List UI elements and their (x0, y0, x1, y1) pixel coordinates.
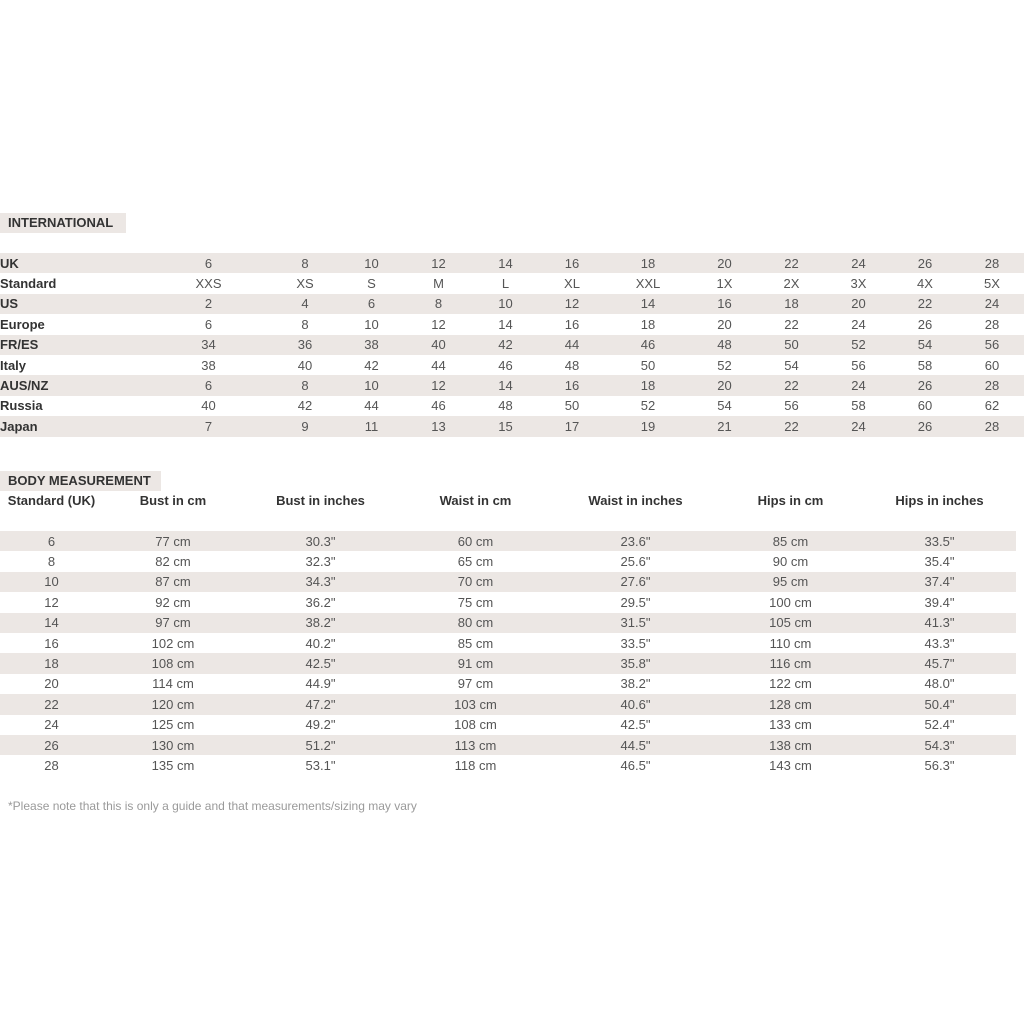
row-label: UK (0, 253, 145, 273)
table-cell: 85 cm (457, 635, 494, 651)
table-cell: 108 cm (103, 653, 243, 673)
table-cell: 6 (145, 253, 272, 273)
table-cell: 108 cm (454, 717, 497, 733)
table-row (0, 572, 1016, 592)
table-cell: 40.6" (553, 694, 718, 714)
table-cell: 52 (640, 398, 656, 414)
table-cell: L (501, 276, 510, 292)
table-cell: 90 cm (772, 554, 809, 570)
table-cell: 2 (145, 294, 272, 314)
table-row (0, 592, 1016, 612)
table-cell: 16 (539, 253, 605, 273)
table-cell: S (367, 276, 376, 292)
table-cell: 43.3" (924, 635, 955, 651)
table-cell: 54 (717, 398, 732, 414)
table-cell: 62 (984, 398, 1000, 414)
table-cell: 45.7" (863, 653, 1016, 673)
table-cell: 8 (405, 294, 472, 314)
table-cell: 42 (364, 357, 379, 373)
table-cell: 29.5" (620, 594, 651, 610)
header-hips-inches: Hips in inches (895, 493, 984, 508)
table-cell: 20 (44, 676, 59, 692)
header-waist-inches: Waist in inches (588, 493, 683, 508)
table-cell: 42 (472, 335, 539, 355)
body-measurement-table (0, 491, 1016, 776)
table-cell: 97 cm (457, 676, 494, 692)
table-cell: 20 (717, 316, 732, 332)
table-cell: 56 (958, 335, 1024, 355)
row-label: US (0, 294, 145, 314)
table-cell: 33.5" (863, 531, 1016, 551)
table-cell: 77 cm (103, 531, 243, 551)
table-cell: 8 (47, 554, 56, 570)
table-cell: 24 (44, 717, 59, 733)
table-cell: 20 (691, 253, 758, 273)
table-cell: 36 (272, 335, 338, 355)
table-cell: 92 cm (155, 594, 191, 610)
table-cell: 138 cm (718, 735, 863, 755)
table-row (0, 294, 1024, 314)
table-cell: 100 cm (769, 594, 812, 610)
table-cell: 3X (850, 276, 867, 292)
table-cell: 122 cm (769, 676, 812, 692)
table-cell: 50 (564, 398, 580, 414)
table-cell: 35.4" (924, 554, 955, 570)
table-cell: 26 (0, 735, 103, 755)
table-row (0, 715, 1016, 735)
table-cell: 125 cm (151, 717, 195, 733)
table-cell: 12 (405, 253, 472, 273)
table-cell: 20 (825, 294, 892, 314)
table-cell: 102 cm (151, 635, 195, 651)
table-cell: 10 (338, 375, 405, 395)
table-cell: 33.5" (620, 635, 651, 651)
table-cell: 4X (917, 276, 933, 292)
header-bust-cm: Bust in cm (139, 493, 207, 508)
table-cell: 41.3" (863, 613, 1016, 633)
table-cell: 30.3" (243, 531, 398, 551)
table-cell: 40.2" (305, 635, 336, 651)
table-cell: 42 (297, 398, 313, 414)
table-cell: 9 (272, 416, 338, 436)
table-cell: 128 cm (718, 694, 863, 714)
table-cell: 103 cm (398, 694, 553, 714)
table-cell: 24 (851, 316, 866, 332)
table-cell: 60 (984, 357, 1000, 373)
table-cell: 80 cm (398, 613, 553, 633)
table-cell: 18 (0, 653, 103, 673)
table-cell: 8 (301, 316, 309, 332)
table-cell: 27.6" (553, 572, 718, 592)
table-cell: XS (296, 276, 314, 292)
table-cell: 113 cm (398, 735, 553, 755)
table-cell: XXL (635, 276, 661, 292)
table-cell: 49.2" (305, 717, 336, 733)
table-cell: 32.3" (305, 554, 336, 570)
table-cell: 10 (472, 294, 539, 314)
row-label: Russia (0, 398, 43, 414)
table-cell: 12 (539, 294, 605, 314)
table-cell: 13 (405, 416, 472, 436)
table-cell: 120 cm (103, 694, 243, 714)
table-cell: 8 (272, 375, 338, 395)
table-row (0, 375, 1024, 395)
table-cell: 22 (892, 294, 958, 314)
table-cell: 14 (472, 253, 539, 273)
table-cell: 114 cm (152, 676, 194, 692)
table-cell: 53.1" (305, 757, 336, 773)
table-cell: 14 (0, 613, 103, 633)
table-cell: 24 (825, 375, 892, 395)
table-cell: 42.5" (243, 653, 398, 673)
table-row (0, 653, 1016, 673)
body-measurement-section-title: BODY MEASUREMENT (0, 471, 161, 491)
table-cell: 60 cm (398, 531, 553, 551)
table-row (0, 314, 1024, 334)
table-row (0, 613, 1016, 633)
table-cell: M (433, 276, 444, 292)
table-cell: 18 (758, 294, 825, 314)
table-cell: 4 (272, 294, 338, 314)
table-cell: 48 (691, 335, 758, 355)
table-cell: 26 (892, 375, 958, 395)
table-cell: 46 (605, 335, 691, 355)
table-cell: 58 (917, 357, 933, 373)
table-cell: 28 (984, 316, 1000, 332)
table-cell: 52.4" (924, 717, 955, 733)
table-cell: XXS (195, 276, 222, 292)
table-row (0, 633, 1016, 653)
table-cell: 46.5" (620, 757, 651, 773)
table-cell: 58 (851, 398, 866, 414)
table-cell: 18 (640, 316, 656, 332)
table-cell: 110 cm (769, 635, 812, 651)
table-cell: 22 (758, 416, 825, 436)
table-cell: 12 (44, 594, 59, 610)
table-row (0, 355, 1024, 375)
table-row (0, 335, 1024, 355)
table-cell: 135 cm (151, 757, 195, 773)
table-cell: 7 (145, 416, 272, 436)
table-cell: 24 (825, 416, 892, 436)
table-cell: 19 (605, 416, 691, 436)
international-section-title: INTERNATIONAL (0, 213, 126, 233)
table-cell: 14 (472, 375, 539, 395)
row-label: Europe (0, 316, 45, 332)
table-cell: 42.5" (620, 717, 651, 733)
table-cell: 14 (498, 316, 513, 332)
table-cell: 56.3" (924, 757, 955, 773)
table-cell: 50 (758, 335, 825, 355)
table-cell: 38 (201, 357, 216, 373)
table-cell: 116 cm (718, 653, 863, 673)
body-measurement-table-body (0, 531, 1016, 776)
table-cell: 21 (691, 416, 758, 436)
table-cell: 35.8" (553, 653, 718, 673)
table-cell: 37.4" (863, 572, 1016, 592)
table-cell: 44 (431, 357, 446, 373)
row-label: Standard (0, 276, 57, 292)
table-cell: 34.3" (243, 572, 398, 592)
table-cell: 46 (498, 357, 513, 373)
table-cell: 51.2" (243, 735, 398, 755)
table-cell: 36.2" (305, 594, 336, 610)
table-cell: 44 (364, 398, 379, 414)
table-cell: 1X (716, 276, 733, 292)
table-cell: 28 (958, 375, 1024, 395)
table-cell: 16 (691, 294, 758, 314)
table-cell: 5X (984, 276, 1000, 292)
table-row (0, 755, 1016, 775)
table-cell: 50.4" (863, 694, 1016, 714)
row-label: AUS/NZ (0, 375, 145, 395)
table-cell: 22 (0, 694, 103, 714)
table-cell: 26 (892, 253, 958, 273)
table-cell: 44.5" (553, 735, 718, 755)
table-row (0, 531, 1016, 551)
table-cell: 87 cm (103, 572, 243, 592)
table-cell: 85 cm (718, 531, 863, 551)
table-cell: 23.6" (553, 531, 718, 551)
table-cell: 16 (44, 635, 59, 651)
table-cell: 10 (364, 316, 379, 332)
table-cell: 118 cm (454, 757, 497, 773)
table-cell: 18 (605, 253, 691, 273)
row-label: FR/ES (0, 335, 145, 355)
table-cell: 143 cm (769, 757, 812, 773)
table-cell: 11 (338, 416, 405, 436)
table-cell: 95 cm (718, 572, 863, 592)
table-row (0, 416, 1024, 436)
table-cell: 60 (917, 398, 933, 414)
table-cell: 48 (564, 357, 580, 373)
table-cell: 50 (640, 357, 656, 373)
table-cell: 8 (272, 253, 338, 273)
table-row (0, 273, 1024, 293)
table-cell: 65 cm (457, 554, 494, 570)
table-cell: 82 cm (155, 554, 191, 570)
table-cell: 10 (0, 572, 103, 592)
table-cell: 16 (539, 375, 605, 395)
table-row (0, 674, 1016, 694)
table-cell: 26 (892, 416, 958, 436)
table-cell: 28 (958, 253, 1024, 273)
table-cell: 38.2" (243, 613, 398, 633)
body-table-header-row (0, 491, 1016, 531)
table-cell: 54.3" (863, 735, 1016, 755)
table-cell: 47.2" (243, 694, 398, 714)
table-cell: 40 (297, 357, 313, 373)
header-hips-cm: Hips in cm (757, 493, 824, 508)
table-cell: 91 cm (398, 653, 553, 673)
table-cell: 22 (758, 253, 825, 273)
table-cell: 6 (145, 375, 272, 395)
table-row (0, 253, 1024, 273)
table-cell: 54 (892, 335, 958, 355)
table-cell: 56 (851, 357, 866, 373)
table-row (0, 396, 1024, 416)
table-cell: 54 (784, 357, 799, 373)
table-cell: 70 cm (398, 572, 553, 592)
table-cell: 39.4" (924, 594, 955, 610)
table-cell: 56 (784, 398, 799, 414)
table-cell: 97 cm (103, 613, 243, 633)
table-cell: 75 cm (457, 594, 494, 610)
table-cell: 17 (539, 416, 605, 436)
row-label: Japan (0, 416, 145, 436)
table-cell: 6 (204, 316, 213, 332)
table-cell: 12 (431, 316, 446, 332)
table-cell: 28 (958, 416, 1024, 436)
table-row (0, 551, 1016, 571)
table-cell: 130 cm (103, 735, 243, 755)
table-cell: 44 (539, 335, 605, 355)
table-cell: 40 (201, 398, 216, 414)
table-cell: 31.5" (553, 613, 718, 633)
table-cell: 6 (0, 531, 103, 551)
international-size-table (0, 253, 1024, 437)
header-bust-inches: Bust in inches (276, 493, 365, 508)
table-cell: 48.0" (924, 676, 955, 692)
table-cell: 48 (498, 398, 513, 414)
table-cell: 38 (338, 335, 405, 355)
header-waist-cm: Waist in cm (439, 493, 512, 508)
header-standard-uk: Standard (UK) (7, 493, 96, 508)
table-row (0, 735, 1016, 755)
table-cell: 38.2" (620, 676, 651, 692)
table-cell: 105 cm (718, 613, 863, 633)
table-cell: 46 (431, 398, 446, 414)
table-cell: 14 (605, 294, 691, 314)
table-cell: 22 (784, 316, 799, 332)
table-cell: 24 (958, 294, 1024, 314)
table-cell: 10 (338, 253, 405, 273)
table-cell: 25.6" (620, 554, 651, 570)
table-cell: 16 (564, 316, 580, 332)
table-cell: 26 (917, 316, 933, 332)
table-cell: 52 (825, 335, 892, 355)
table-cell: 24 (825, 253, 892, 273)
table-cell: 18 (605, 375, 691, 395)
table-cell: 15 (472, 416, 539, 436)
sizing-disclaimer-note: *Please note that this is only a guide and that measurements/sizing may vary (8, 799, 417, 813)
table-cell: 6 (338, 294, 405, 314)
table-cell: 22 (758, 375, 825, 395)
table-cell: 12 (405, 375, 472, 395)
table-cell: 52 (717, 357, 732, 373)
table-cell: 44.9" (305, 676, 336, 692)
table-cell: XL (564, 276, 580, 292)
table-cell: 34 (145, 335, 272, 355)
table-cell: 40 (405, 335, 472, 355)
table-cell: 20 (691, 375, 758, 395)
table-row (0, 694, 1016, 714)
table-cell: 28 (44, 757, 59, 773)
international-table-body (0, 253, 1024, 437)
row-label: Italy (0, 357, 27, 373)
table-cell: 2X (783, 276, 800, 292)
table-cell: 133 cm (769, 717, 812, 733)
